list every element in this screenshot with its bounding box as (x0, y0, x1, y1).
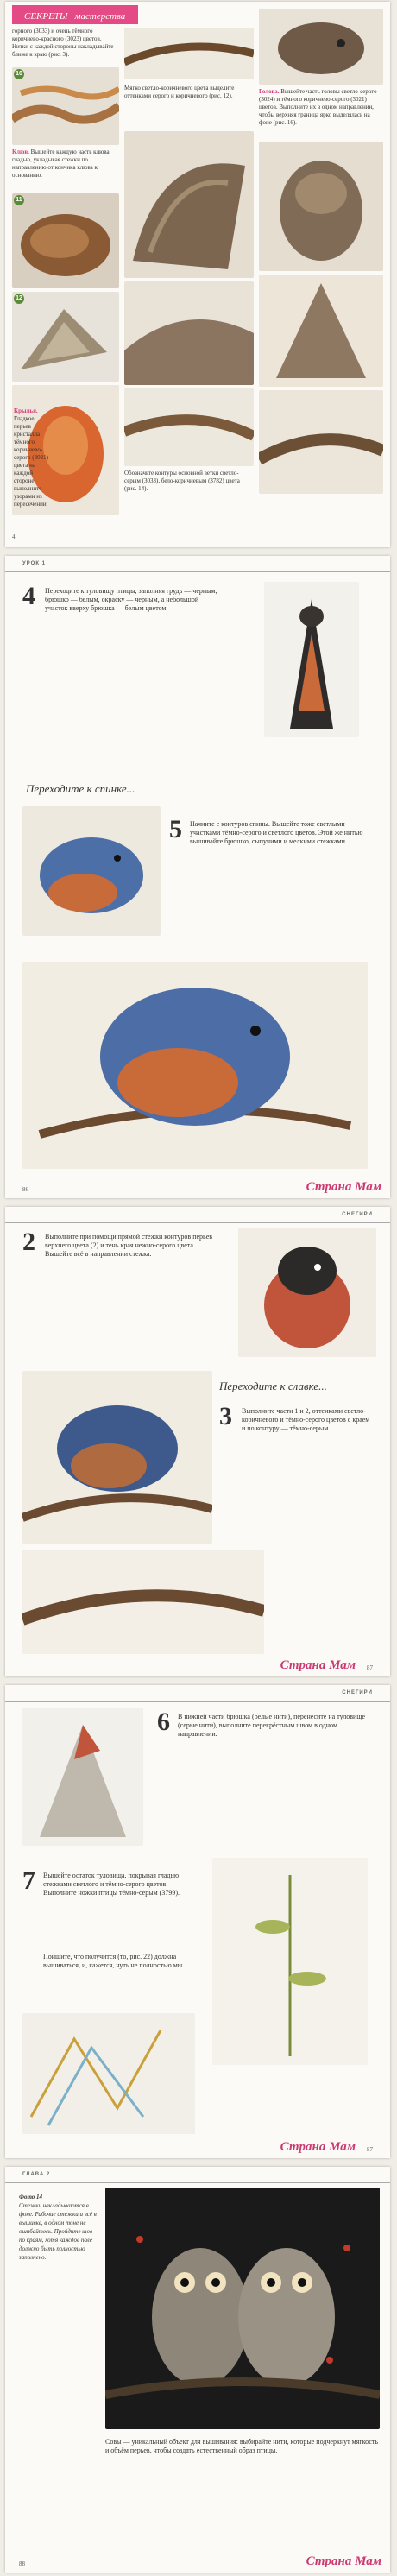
sidebar-caption: Фото 14 Стежки накладываются в фоне. Рабочие стежки и всё в вышивке, в одном тоне не ошибайтесь. Пройдите шов по краям, хотя каждое поле должно быть полностью заполнено. (19, 2194, 97, 2261)
running-header: СНЕГИРИ (5, 1689, 390, 1702)
step-badge: 12 (14, 294, 24, 304)
page-number: 88 (19, 2560, 25, 2567)
bird-sketch-photo (22, 1708, 143, 1846)
bottom-caption: Обозначьте контуры основной ветки светло-серым (3033), бело-коричневым (3782) цвета (рис. 14). (124, 470, 240, 492)
stitch-photo-tail (259, 275, 383, 387)
branch-photo (22, 1550, 264, 1654)
step-number: 4 (22, 582, 35, 610)
section-heading: Переходите к спинке... (26, 782, 135, 795)
watermark: Страна Мам (280, 1658, 356, 1672)
beak-paragraph: Клюв. Вышейте каждую часть клюва гладью, укладывая стежки по направлению от кончика клюва к основанию. (12, 148, 110, 179)
stitch-photo-orange (12, 67, 119, 145)
step-3-text: Выполните части 1 и 2, оттенками светло-коричневого и тёмно-серого цветов с краем и по контуру — тёмно-серым. (242, 1407, 370, 1432)
body-text: Совы — уникальный объект для вышивания: выбирайте нити, которые подчеркнут мягкость и объём перьев, чтобы создать естественный образ птицы. (105, 2438, 379, 2454)
stitch-photo-branch (124, 28, 254, 79)
stitch-photo-wing (124, 131, 254, 278)
stitch-photo-feather (12, 292, 119, 382)
page-number: 87 (367, 1664, 373, 1671)
warbler-photo (22, 1371, 212, 1544)
step-number: 6 (157, 1708, 170, 1736)
middle-text: Мягко светло-коричневого цвета выделите оттенками серого и коричневого (рис. 12). (124, 85, 235, 99)
step-5-text: Начните с контуров спины. Вышейте тоже светлыми участками тёмно-серого и светлого цветов. Этой же нитью вышивайте брюшко, сыпучими и мелкими стежками. (190, 820, 363, 845)
bird-on-branch-photo (22, 962, 368, 1169)
head-paragraph: Голова. Вышейте часть головы светло-серого (3024) и тёмного коричнево-серого (3021) цветов. Выполните их в одном направлении, чтобы верхняя граница ярко выделялась на фоне (рис. 16). (259, 88, 377, 126)
step-number: 3 (219, 1402, 232, 1430)
step-6-text: В нижней части брюшка (белые нити), перенесите на туловище (серые нити), выполните перекрёстным швом в одном направлении. (178, 1713, 365, 1738)
magazine-page-2 (5, 556, 390, 1198)
magazine-page-1 (5, 2, 390, 547)
running-header: УРОК 1 (5, 559, 390, 572)
intro-text: горного (3033) и очень тёмного коричнево-красного (3023) цветов. Нитки с каждой стороны накладывайте ближе к краю (рис. 3). (12, 28, 114, 58)
magazine-page-3 (5, 1207, 390, 1676)
watermark: Страна Мам (306, 2554, 381, 2568)
owls-embroidery-photo (105, 2188, 380, 2429)
step-number: 7 (22, 1866, 35, 1895)
step-7-text: Вышейте остаток туловища, покрывая гладью стежками светлого и тёмно-серого цветов. Выполните ножки птицы тёмно-серым (3799). (43, 1872, 180, 1897)
running-header: СНЕГИРИ (5, 1210, 390, 1223)
stitch-photo-branch-3 (259, 390, 383, 494)
stitch-photo-wing-2 (124, 281, 254, 385)
stitch-photo-bird (259, 142, 383, 271)
stitch-photo-branch-2 (124, 388, 254, 466)
bluebird-photo (22, 806, 161, 936)
step-number: 5 (169, 815, 182, 843)
magazine-page-4 (5, 1685, 390, 2158)
watermark: Страна Мам (280, 2140, 356, 2154)
page-number: 4 (12, 534, 16, 540)
step-badge: 11 (14, 195, 24, 205)
step-badge: 10 (14, 69, 24, 79)
leaf-stem-photo (212, 1858, 368, 2065)
step-number: 2 (22, 1228, 35, 1256)
caption-text: Поищите, что получится (то, рис. 22) должна вышиваться, и, кажется, чуть не полностью мы. (43, 1953, 185, 1969)
watermark: Страна Мам (306, 1180, 381, 1194)
bullfinch-photo (238, 1228, 376, 1357)
running-header: ГЛАВА 2 (5, 2170, 390, 2183)
magazine-page-5 (5, 2167, 390, 2573)
wing-paragraph: Крылья. Гладкое перьев кристалла тёмного коричнево-серого (3031) цвета на каждой стороне выполните узорами из пересечений. (14, 407, 48, 508)
stitch-photo-brown (12, 193, 119, 288)
stitch-photo-head (259, 9, 383, 85)
step-4-text: Переходите к туловищу птицы, заполняя грудь — черным, брюшко — белым, окраску — черным, а небольшой участок вверху брюшка — белым цветом. (45, 587, 217, 612)
embroidery-bird-photo (264, 582, 359, 737)
step-2-text: Выполните при помощи прямой стежки контуров перьев верхнего цвета (2) и тень края нежно-серого цвета. Вышейте всё в направлении стежка. (45, 1233, 213, 1258)
section-heading: Переходите к славке... (219, 1380, 327, 1392)
page-number: 86 (22, 1186, 28, 1193)
stitch-detail-photo (22, 2013, 195, 2134)
page-number: 87 (367, 2146, 373, 2153)
section-label: СЕКРЕТЫ мастерства (12, 5, 138, 24)
